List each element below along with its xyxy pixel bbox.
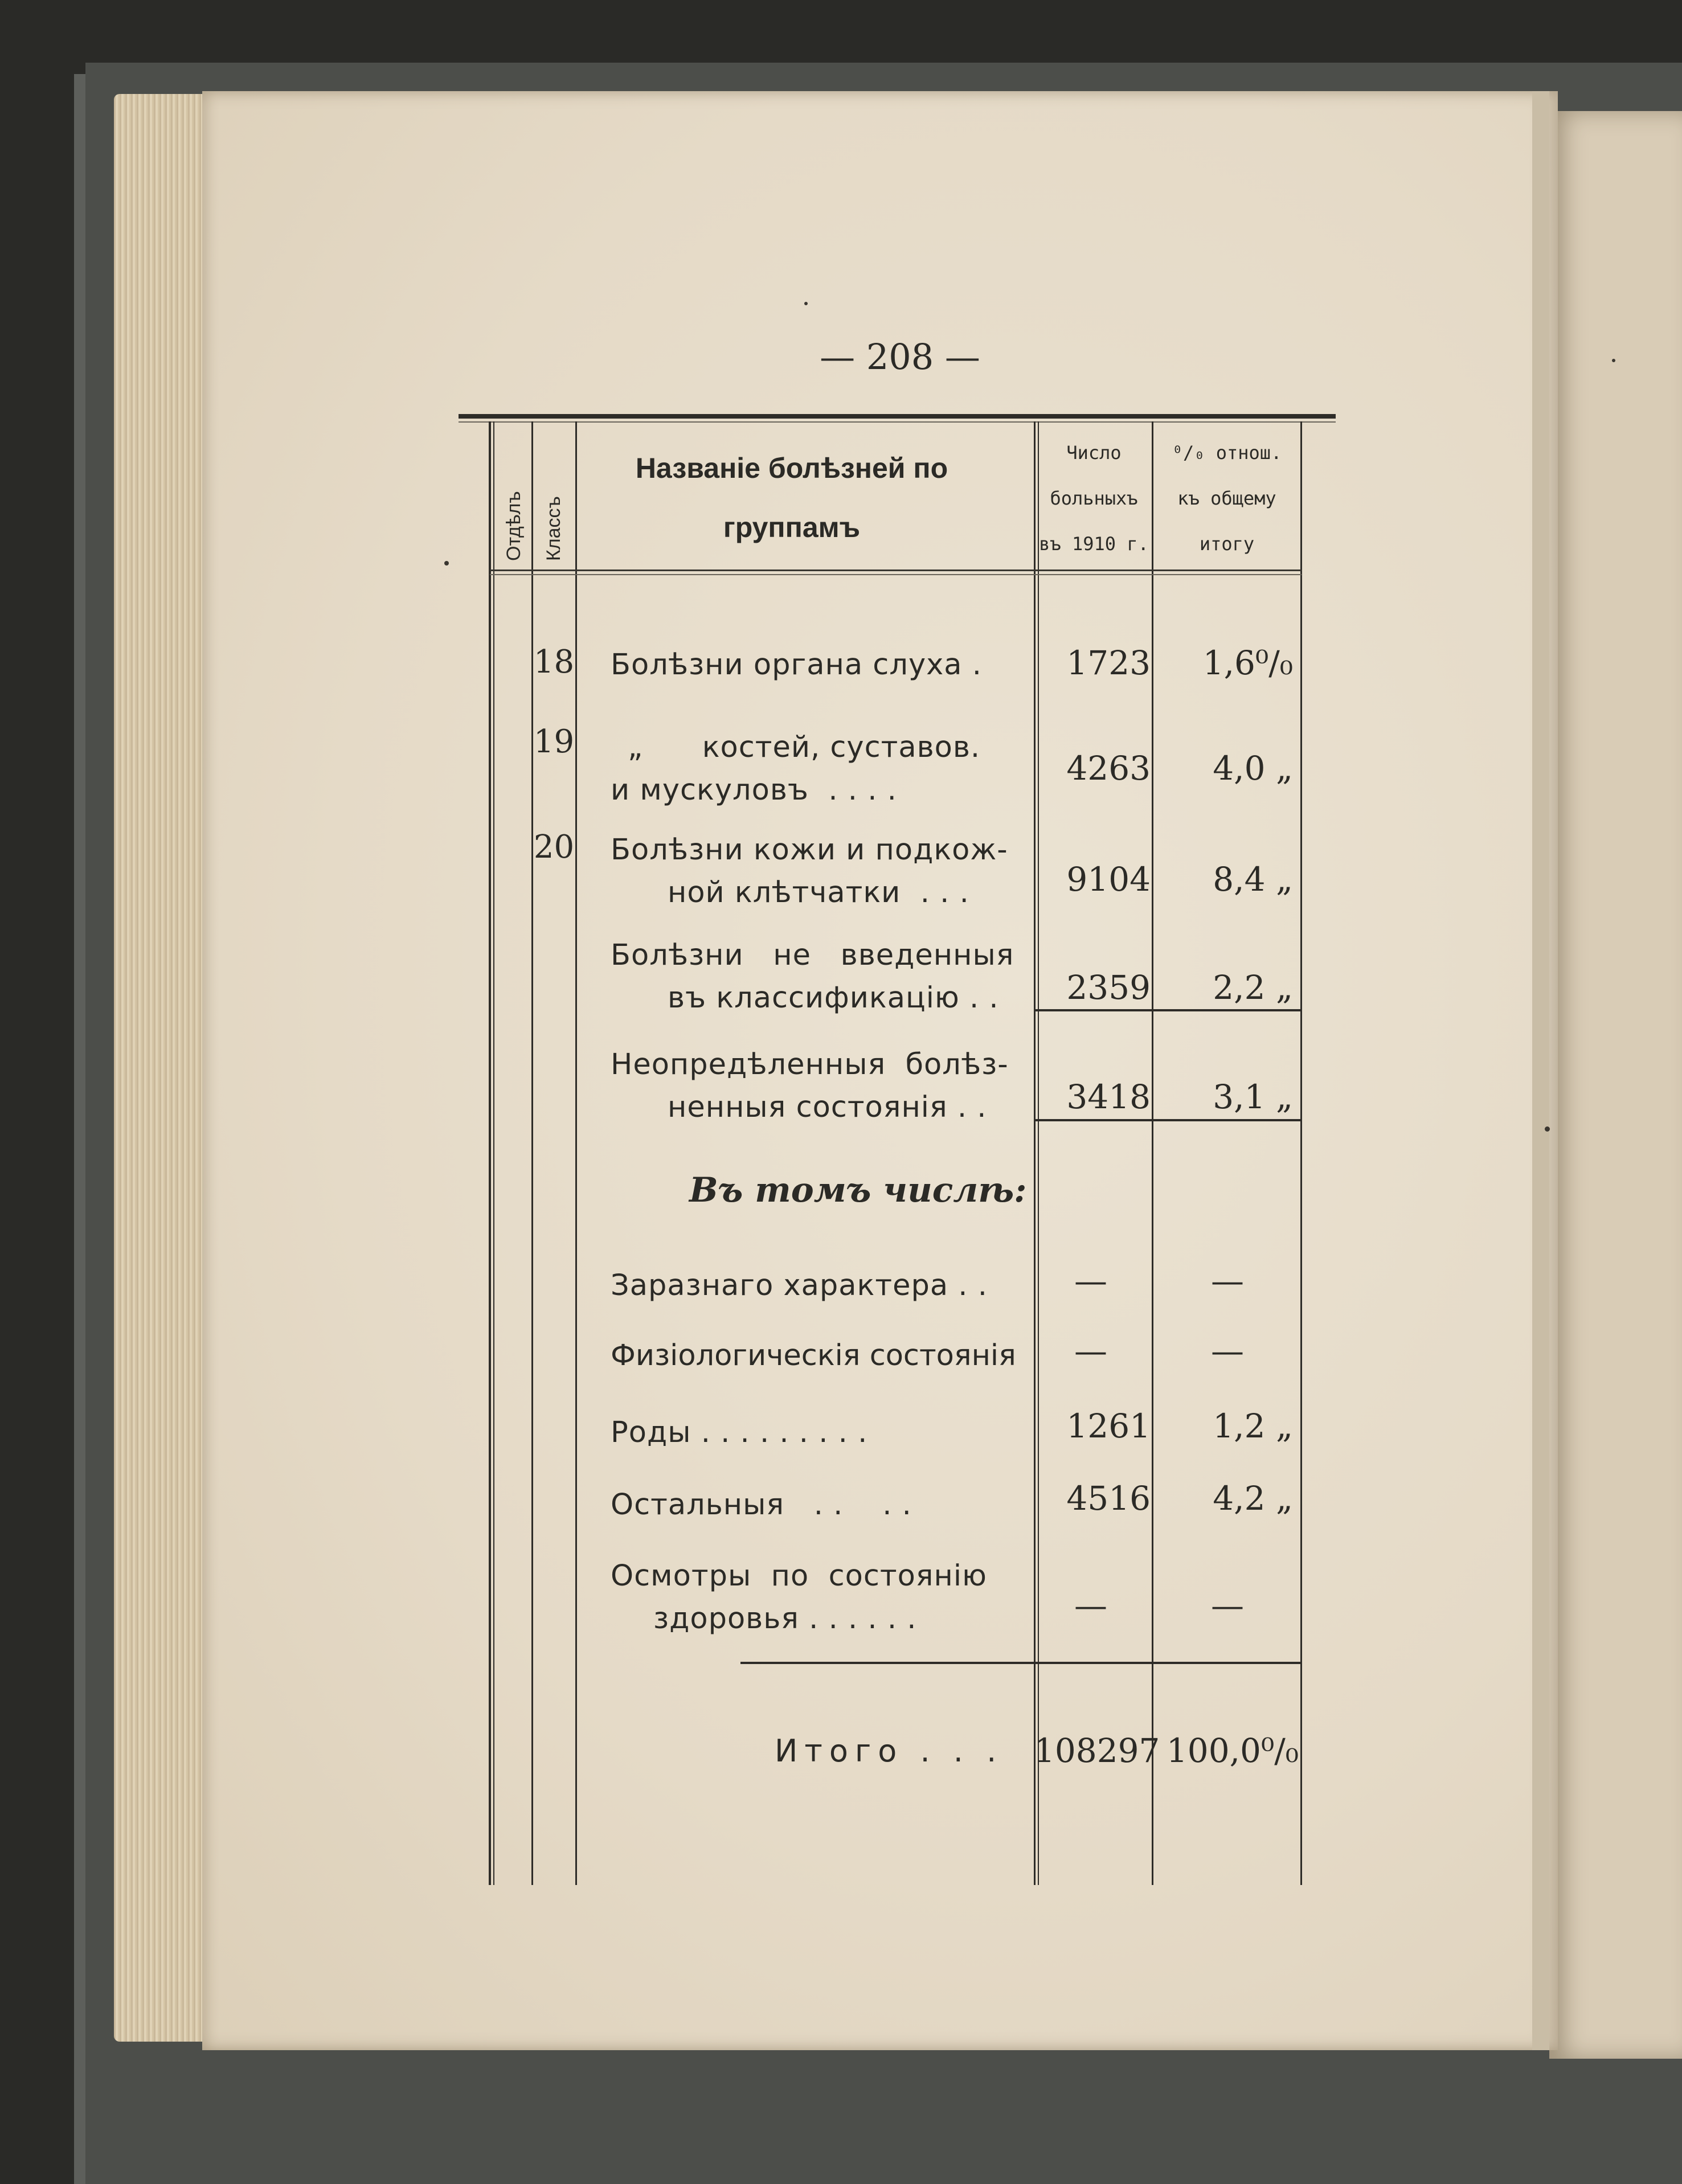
paper-speck bbox=[1612, 359, 1615, 362]
column-rule bbox=[1034, 421, 1036, 1885]
column-rule bbox=[493, 421, 494, 1885]
total-rule bbox=[740, 1662, 1302, 1664]
header-line: въ 1910 г. bbox=[1039, 533, 1149, 555]
subrow-percent: — bbox=[1211, 1331, 1244, 1370]
row-percent: 8,4 „ bbox=[1213, 860, 1293, 899]
row-count: 1723 bbox=[1066, 644, 1151, 682]
row-disease-name bbox=[611, 644, 1021, 686]
row-count: 4263 bbox=[1066, 749, 1151, 788]
header-disease-groups bbox=[581, 439, 1002, 557]
header-line: итогу bbox=[1199, 533, 1255, 555]
page-stack-edge bbox=[114, 94, 211, 2042]
row-name-line: Болѣзни органа слуха . bbox=[611, 648, 982, 682]
subrow-count: — bbox=[1074, 1261, 1107, 1300]
row-percent: 4,0 „ bbox=[1213, 749, 1293, 788]
row-name-line: и мускуловъ . . . . bbox=[611, 773, 897, 807]
row-count: 9104 bbox=[1066, 860, 1151, 899]
row-name-line: Болѣзни не введенныя bbox=[611, 939, 1014, 972]
row-name-line: ной клѣтчатки . . . bbox=[668, 876, 969, 909]
row-class-number: 20 bbox=[533, 829, 575, 866]
header-patient-count bbox=[1036, 430, 1152, 567]
subrow-name: Заразнаго характера . . bbox=[611, 1269, 988, 1302]
table-top-rule bbox=[459, 414, 1336, 419]
subrow-name: Роды . . . . . . . . . bbox=[611, 1416, 868, 1449]
paper-speck bbox=[804, 302, 808, 305]
row-disease-name bbox=[611, 829, 1021, 914]
subrow-count: 1261 bbox=[1066, 1407, 1151, 1445]
header-klass: Классъ bbox=[543, 496, 564, 561]
row-class-number: 19 bbox=[533, 723, 575, 760]
subrow-name: Остальныя . . . . bbox=[611, 1488, 912, 1522]
subrow-percent: 4,2 „ bbox=[1213, 1479, 1293, 1518]
subrow-percent: 1,2 „ bbox=[1213, 1407, 1293, 1445]
row-disease-name bbox=[611, 934, 1021, 1019]
subrow-name: Физіологическія состоянія bbox=[611, 1339, 1016, 1372]
header-line: больныхъ bbox=[1050, 487, 1138, 509]
header-percent bbox=[1153, 430, 1300, 567]
row-count: 3418 bbox=[1066, 1077, 1151, 1116]
header-line: ⁰/₀ отнош. bbox=[1172, 442, 1282, 464]
column-rule bbox=[1300, 421, 1302, 1885]
row-separator bbox=[1036, 1119, 1300, 1121]
subrow-percent: — bbox=[1211, 1586, 1244, 1625]
subrow-count: — bbox=[1074, 1586, 1107, 1625]
column-rule bbox=[489, 421, 491, 1885]
column-rule bbox=[1152, 421, 1153, 1885]
row-name-line: въ классификацію . . bbox=[668, 981, 999, 1015]
paper-speck bbox=[444, 561, 449, 566]
page-gutter bbox=[1532, 91, 1549, 2050]
column-rule bbox=[575, 421, 577, 1885]
subrow-count: 4516 bbox=[1066, 1479, 1151, 1518]
subrow-name bbox=[611, 1555, 1021, 1640]
column-rule bbox=[531, 421, 533, 1885]
subheading-in-that-number: Въ томъ числѣ: bbox=[689, 1170, 1027, 1210]
header-otdel: Отдѣлъ bbox=[503, 491, 525, 561]
column-rule bbox=[1038, 421, 1039, 1885]
subrow-count: — bbox=[1074, 1331, 1107, 1370]
row-separator bbox=[1036, 1009, 1300, 1011]
header-bottom-rule-thin bbox=[490, 574, 1302, 575]
row-percent: 2,2 „ bbox=[1213, 968, 1293, 1007]
subrow-name-line: Осмотры по состоянію bbox=[611, 1559, 987, 1593]
total-count: 108297 bbox=[1034, 1731, 1160, 1770]
header-line: къ общему bbox=[1177, 487, 1276, 509]
row-percent: 3,1 „ bbox=[1213, 1077, 1293, 1116]
page-number: — 208 — bbox=[820, 336, 980, 378]
facing-page bbox=[1549, 111, 1682, 2059]
row-disease-name bbox=[611, 1043, 1021, 1129]
row-percent: 1,6⁰/₀ bbox=[1202, 644, 1293, 682]
paper-speck bbox=[1545, 1126, 1550, 1132]
table-top-rule-thin bbox=[459, 421, 1336, 423]
header-title-line: группамъ bbox=[723, 511, 861, 543]
row-name-line: Неопредѣленныя болѣз- bbox=[611, 1048, 1009, 1081]
row-count: 2359 bbox=[1066, 968, 1151, 1007]
row-name-line: „ костей, суставов. bbox=[628, 731, 981, 764]
subrow-name-line: здоровья . . . . . . bbox=[653, 1602, 917, 1636]
total-percent: 100,0⁰/₀ bbox=[1166, 1731, 1299, 1770]
header-line: Число bbox=[1066, 442, 1122, 464]
row-class-number: 18 bbox=[533, 644, 575, 681]
header-bottom-rule bbox=[490, 569, 1302, 571]
row-disease-name bbox=[611, 726, 1021, 812]
row-name-line: Болѣзни кожи и подкож- bbox=[611, 833, 1008, 867]
row-name-line: ненныя состоянія . . bbox=[668, 1091, 987, 1124]
header-title-line: Названіе болѣзней по bbox=[635, 452, 948, 484]
subrow-percent: — bbox=[1211, 1261, 1244, 1300]
total-label: Итого . . . bbox=[775, 1733, 1004, 1769]
